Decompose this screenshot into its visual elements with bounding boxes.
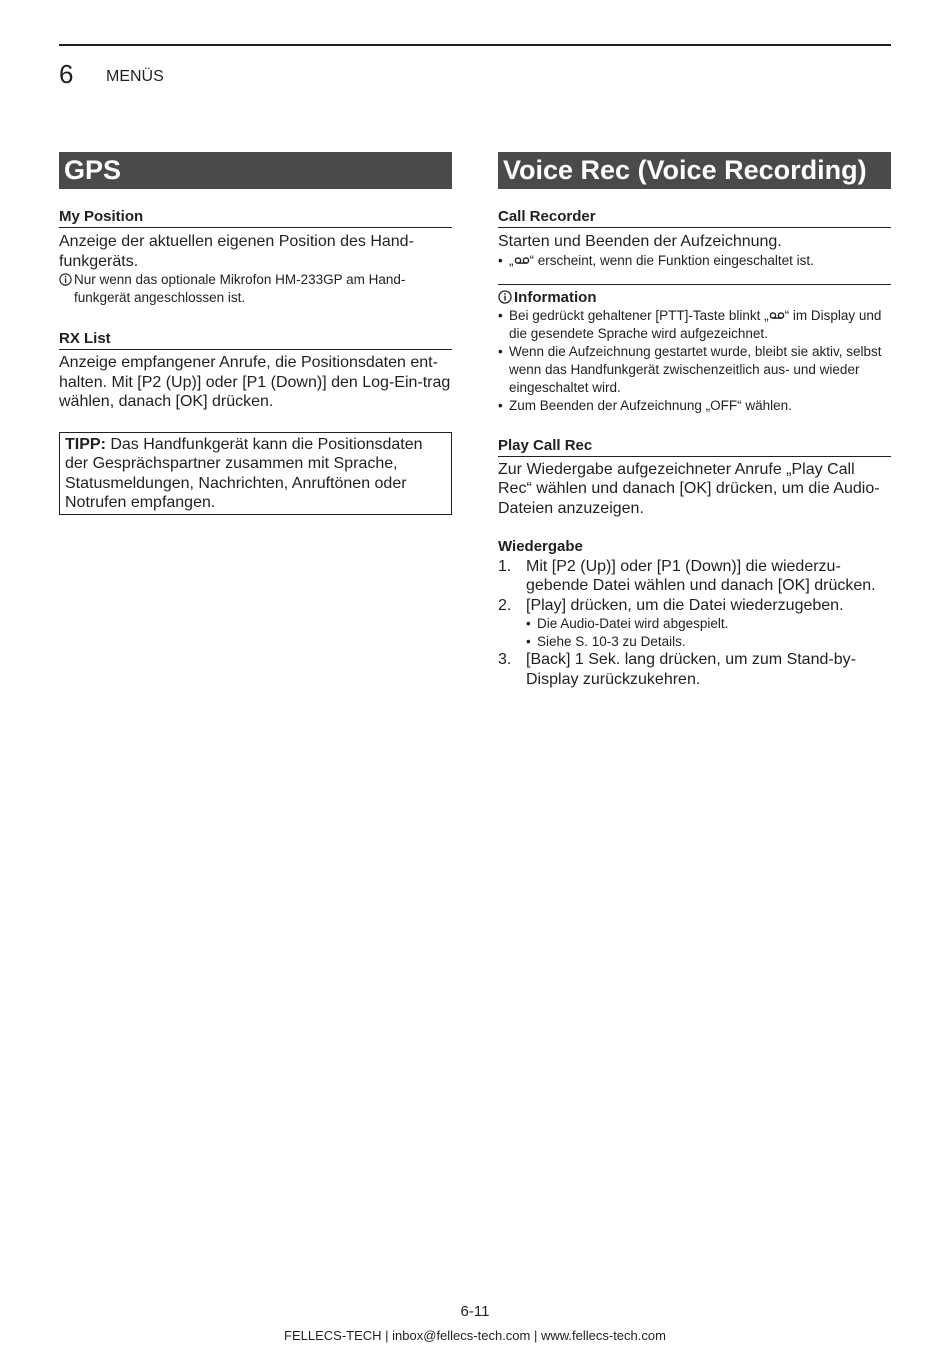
footer-text: FELLECS-TECH | inbox@fellecs-tech.com | www.fellecs-tech.com	[284, 1328, 666, 1343]
rx-list-text: Anzeige empfangener Anrufe, die Positionsdaten ent-halten. Mit [P2 (Up)] oder [P1 (Down)] den Log-Ein-trag wählen, danach [OK] drücken.	[59, 354, 451, 410]
step-item	[498, 650, 891, 689]
step-text: Mit [P2 (Up)] oder [P1 (Down)] die wiederzu-gebende Datei wählen und danach [OK] drücken.	[526, 557, 876, 594]
step-number: 2.	[498, 596, 512, 614]
information-heading-text: Information	[514, 288, 597, 306]
header-rule	[59, 44, 891, 46]
bullet-text: Wenn die Aufzeichnung gestartet wurde, bleibt sie aktiv, selbst wenn das Handfunkgerät zwischenzeitlich aus- und wieder eingeschaltet wird.	[509, 343, 882, 395]
call-recorder-bullet: • „ “ erscheint, wenn die Funktion eingeschaltet ist.	[498, 252, 814, 268]
bullet-suffix: “ im Display und die gesendete Sprache wird aufgezeichnet.	[509, 307, 882, 341]
bullet-suffix: “ erscheint, wenn die Funktion eingeschaltet ist.	[529, 252, 814, 268]
chapter-number: 6	[59, 59, 74, 89]
chapter-title: MENÜS	[106, 68, 164, 85]
information-bullet: • Wenn die Aufzeichnung gestartet wurde, bleibt sie aktiv, selbst wenn das Handfunkgerät zwischenzeitlich aus- und wieder eingeschaltet wird.	[498, 343, 891, 397]
recording-icon	[514, 256, 530, 266]
my-position-note	[59, 271, 452, 307]
bullet-prefix: „	[509, 252, 514, 268]
gps-column	[59, 152, 452, 515]
voice-rec-section-title: Voice Rec (Voice Recording)	[498, 152, 891, 189]
bullet-text: Zum Beenden der Aufzeichnung „OFF“ wählen.	[509, 397, 792, 413]
page-number: 6-11	[460, 1303, 490, 1320]
play-call-rec-heading: Play Call Rec	[498, 436, 891, 457]
step-sub-bullet: • Die Audio-Datei wird abgespielt.	[526, 616, 729, 631]
wiedergabe-heading: Wiedergabe	[498, 538, 583, 555]
play-call-rec-text: Zur Wiedergabe aufgezeichneter Anrufe „Play Call Rec“ wählen und danach [OK] drücken, um die Audio-Dateien anzuzeigen.	[498, 460, 880, 517]
gps-section-title: GPS	[59, 152, 452, 189]
step-item	[498, 557, 891, 596]
step-number: 3.	[498, 651, 512, 668]
voice-rec-column	[498, 152, 891, 689]
info-circle-icon	[59, 271, 74, 307]
tip-text: Das Handfunkgerät kann die Positionsdaten der Gesprächspartner zusammen mit Sprache, Statusmeldungen, Nachrichten, Anruftönen oder Notrufen empfangen.	[65, 435, 423, 511]
my-position-text: Anzeige der aktuellen eigenen Position des Hand-funkgeräts.	[59, 233, 414, 270]
step-text: [Back] 1 Sek. lang drücken, um zum Stand-by-Display zurückzukehren.	[526, 651, 856, 688]
call-recorder-heading: Call Recorder	[498, 207, 891, 228]
step-number: 1.	[498, 557, 512, 575]
recording-icon	[769, 311, 785, 321]
information-bullet: • Zum Beenden der Aufzeichnung „OFF“ wählen.	[498, 397, 792, 413]
my-position-note-text: Nur wenn das optionale Mikrofon HM-233GP am Hand-funkgerät angeschlossen ist.	[74, 272, 406, 305]
step-text: [Play] drücken, um die Datei wiederzugeben.	[526, 596, 844, 614]
bullet-prefix: Bei gedrückt gehaltener [PTT]-Taste blinkt „	[509, 307, 769, 323]
tip-label: TIPP:	[65, 435, 106, 453]
call-recorder-text: Starten und Beenden der Aufzeichnung.	[498, 233, 782, 250]
rx-list-heading: RX List	[59, 329, 452, 350]
information-heading	[498, 288, 891, 307]
sub-bullet-text: Siehe S. 10-3 zu Details.	[537, 633, 686, 649]
my-position-heading: My Position	[59, 207, 452, 228]
info-circle-icon	[498, 288, 514, 307]
step-item	[498, 596, 891, 616]
information-bullet: • Bei gedrückt gehaltener [PTT]-Taste blinkt „ “ im Display und die gesendete Sprache wird aufgezeichnet.	[498, 307, 882, 341]
step-sub-bullet: • Siehe S. 10-3 zu Details.	[526, 633, 686, 649]
tip-box	[59, 432, 452, 515]
sub-bullet-text: Die Audio-Datei wird abgespielt.	[537, 616, 729, 631]
